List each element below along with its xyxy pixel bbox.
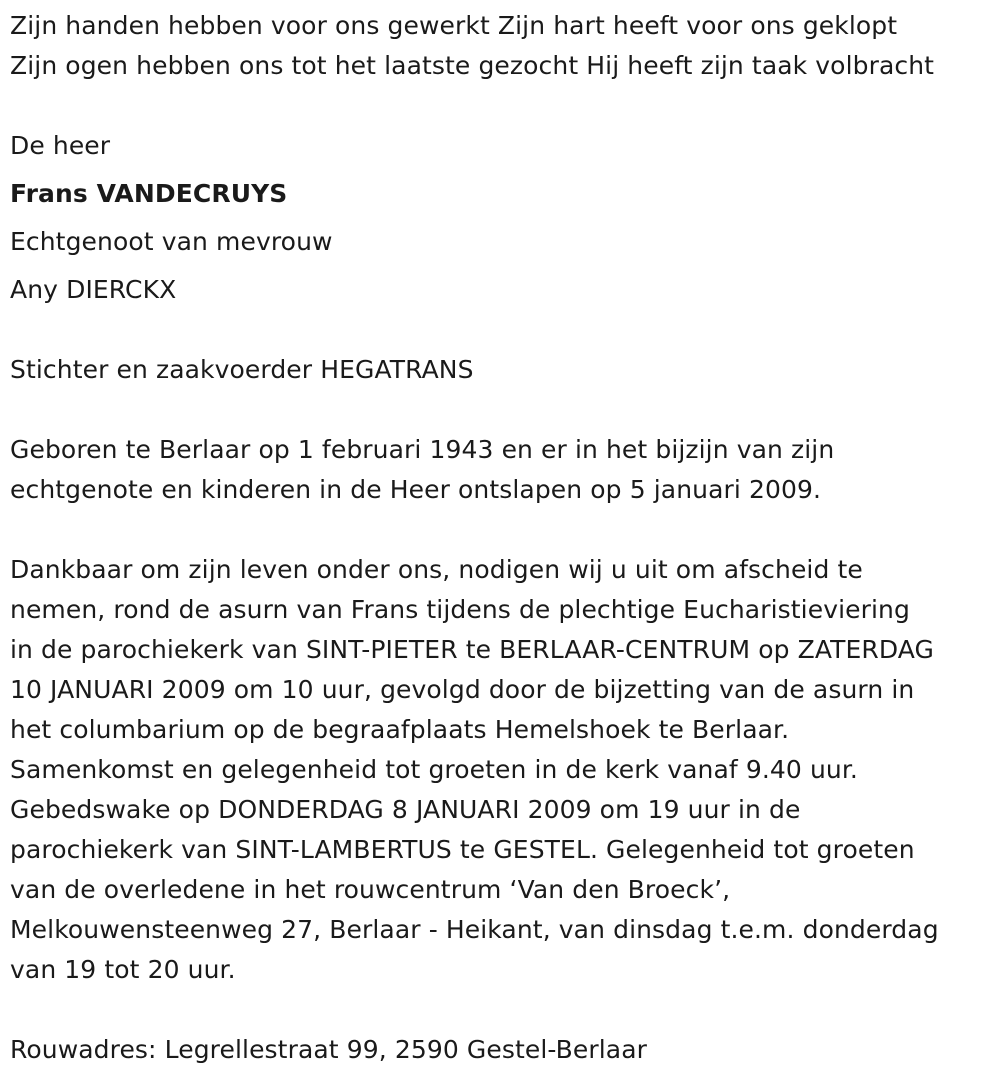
paragraph-line: echtgenote en kinderen in de Heer ontslapen op 5 januari 2009. (10, 475, 822, 504)
paragraph-line: van de overledene in het rouwcentrum ‘Van den Broeck’, (10, 875, 731, 904)
birth-death-paragraph (10, 430, 995, 510)
paragraph-line: van 19 tot 20 uur. (10, 955, 236, 984)
paragraph-line: Dankbaar om zijn leven onder ons, nodigen wij u uit om afscheid te (10, 555, 863, 584)
motto (10, 6, 995, 86)
salutation: De heer (10, 131, 111, 160)
paragraph-line: Geboren te Berlaar op 1 februari 1943 en er in het bijzijn van zijn (10, 435, 835, 464)
paragraph-line: nemen, rond de asurn van Frans tijdens de plechtige Eucharistieviering (10, 595, 910, 624)
paragraph-line: Gebedswake op DONDERDAG 8 JANUARI 2009 om 19 uur in de (10, 795, 801, 824)
paragraph-line: Samenkomst en gelegenheid tot groeten in de kerk vanaf 9.40 uur. (10, 755, 858, 784)
paragraph-line: 10 JANUARI 2009 om 10 uur, gevolgd door de bijzetting van de asurn in (10, 675, 915, 704)
spouse-label: Echtgenoot van mevrouw (10, 227, 333, 256)
mourning-address: Rouwadres: Legrellestraat 99, 2590 Gestel-Berlaar (10, 1035, 648, 1064)
motto-line: Zijn ogen hebben ons tot het laatste gezocht Hij heeft zijn taak volbracht (10, 51, 935, 80)
occupation: Stichter en zaakvoerder HEGATRANS (10, 355, 474, 384)
paragraph-line: parochiekerk van SINT-LAMBERTUS te GESTEL. Gelegenheid tot groeten (10, 835, 915, 864)
paragraph-line: Melkouwensteenweg 27, Berlaar - Heikant, van dinsdag t.e.m. donderdag (10, 915, 939, 944)
paragraph-line: het columbarium op de begraafplaats Hemelshoek te Berlaar. (10, 715, 790, 744)
invitation-paragraph (10, 550, 995, 990)
person-block (10, 126, 995, 314)
spouse-name: Any DIERCKX (10, 275, 177, 304)
deceased-name: Frans VANDECRUYS (10, 179, 288, 208)
motto-line: Zijn handen hebben voor ons gewerkt Zijn hart heeft voor ons geklopt (10, 11, 898, 40)
paragraph-line: in de parochiekerk van SINT-PIETER te BERLAAR-CENTRUM op ZATERDAG (10, 635, 935, 664)
obituary-notice (10, 6, 995, 1070)
